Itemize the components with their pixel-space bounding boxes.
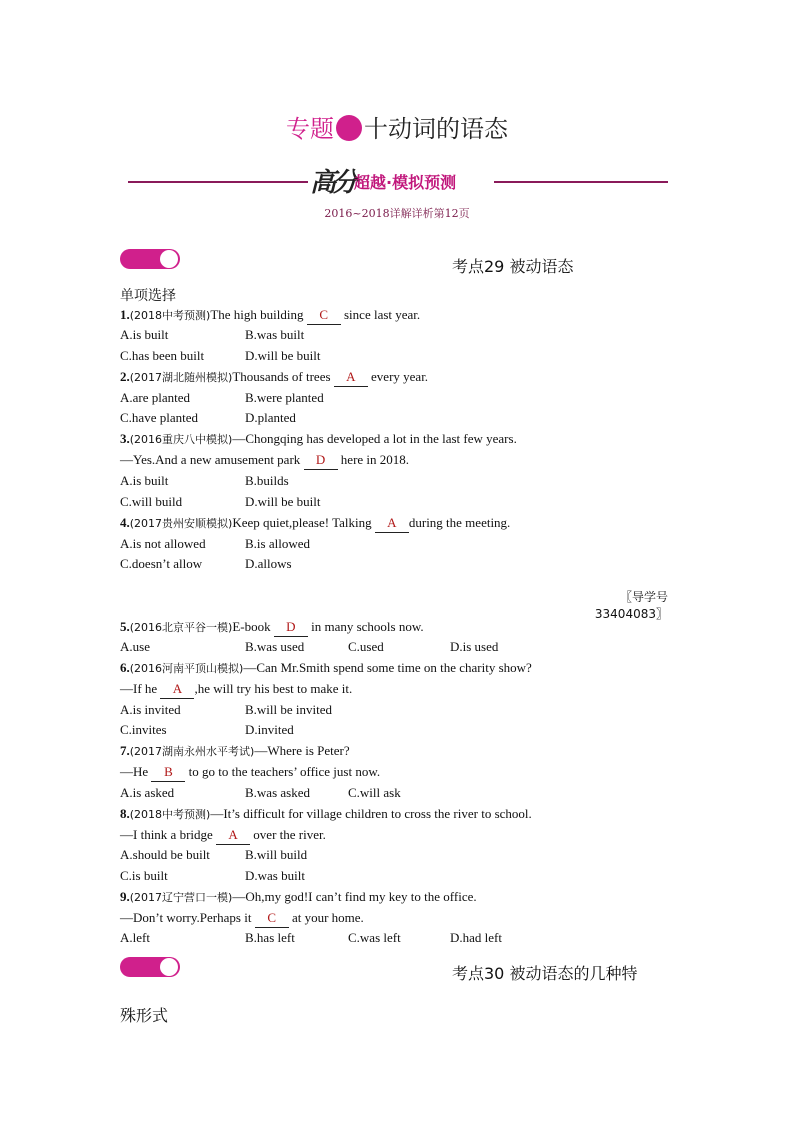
title-prefix: 专题 — [286, 115, 334, 143]
question-4 — [120, 514, 510, 533]
banner-line-left — [128, 181, 308, 183]
title-text: 十动词的语态 — [364, 115, 508, 143]
option-3-A: A.is built — [120, 473, 169, 488]
question-text: —Where is Peter? — [254, 743, 350, 758]
question-text: The high building — [210, 307, 307, 322]
question-text-after: every year. — [367, 369, 429, 384]
question-source: (2017辽宁营口一模) — [129, 891, 233, 904]
option-1-D: D.will be built — [245, 348, 321, 363]
option-5-D: D.is used — [450, 639, 499, 654]
answer-blank: C — [307, 306, 341, 325]
question-7 — [120, 742, 350, 761]
question-number: 9. — [120, 889, 130, 904]
question-source: (2016重庆八中模拟) — [129, 433, 233, 446]
question-text: Keep quiet,please! Talking — [232, 515, 375, 530]
guide-reference: 〖导学号33404083〗 — [594, 590, 668, 621]
question-text-after: during the meeting. — [408, 515, 511, 530]
subtitle: 2016~2018详解详析第12页 — [324, 207, 470, 220]
answer-blank: D — [274, 618, 308, 637]
option-2-D: D.planted — [245, 410, 296, 425]
question-text: —Don’t worry.Perhaps it — [120, 910, 255, 925]
option-2-C: C.have planted — [120, 410, 198, 425]
question-text: —He — [120, 764, 152, 779]
question-text: —Oh,my god!I can’t find my key to the office. — [232, 889, 477, 904]
question-number: 4. — [120, 515, 130, 530]
question-source: (2017湖北随州模拟) — [129, 371, 233, 384]
question-number: 8. — [120, 806, 130, 821]
option-1-A: A.is built — [120, 327, 169, 342]
option-4-A: A.is not allowed — [120, 536, 206, 551]
option-6-B: B.will be invited — [245, 702, 333, 717]
question-8-line2 — [120, 826, 326, 845]
answer-blank: A — [375, 514, 409, 533]
option-8-D: D.was built — [245, 868, 305, 883]
question-number: 3. — [120, 431, 130, 446]
question-7-line2 — [120, 763, 380, 782]
question-type-label: 单项选择 — [120, 288, 176, 304]
question-text: —Yes.And a new amusement park — [120, 452, 304, 467]
option-5-A: A.use — [120, 639, 150, 654]
section2-heading-continued: 殊形式 — [120, 1006, 169, 1025]
option-2-A: A.are planted — [120, 390, 191, 405]
question-text-after: over the river. — [250, 827, 326, 842]
answer-blank: C — [255, 909, 289, 928]
option-5-B: B.was used — [245, 639, 305, 654]
option-4-D: D.allows — [245, 556, 292, 571]
answer-blank: B — [151, 763, 185, 782]
question-text: —Chongqing has developed a lot in the last few years. — [232, 431, 517, 446]
question-text: E-book — [232, 619, 274, 634]
option-8-A: A.should be built — [120, 847, 210, 862]
question-2 — [120, 368, 428, 387]
question-number: 7. — [120, 743, 130, 758]
option-1-C: C.has been built — [120, 348, 205, 363]
option-8-B: B.will build — [245, 847, 308, 862]
option-7-A: A.is asked — [120, 785, 175, 800]
option-9-A: A.left — [120, 930, 150, 945]
question-text-after: ,he will try his best to make it. — [194, 681, 353, 696]
question-9 — [120, 888, 477, 907]
option-7-C: C.will ask — [348, 785, 401, 800]
option-2-B: B.were planted — [245, 390, 324, 405]
question-8 — [120, 805, 532, 824]
question-source: (2017湖南永州水平考试) — [129, 745, 255, 758]
question-text: —Can Mr.Smith spend some time on the charity show? — [243, 660, 532, 675]
banner-logo: 高分 — [310, 168, 355, 198]
title-dot-icon — [336, 115, 362, 141]
section2-toggle-icon — [120, 957, 180, 977]
section2-heading: 考点30 被动语态的几种特 — [452, 964, 638, 983]
question-text: —It’s difficult for village children to cross the river to school. — [210, 806, 532, 821]
question-text: —I think a bridge — [120, 827, 217, 842]
option-7-B: B.was asked — [245, 785, 310, 800]
question-text-after: to go to the teachers’ office just now. — [185, 764, 381, 779]
answer-blank: D — [304, 451, 338, 470]
answer-blank: A — [334, 368, 368, 387]
question-text-after: at your home. — [288, 910, 364, 925]
question-text-after: here in 2018. — [337, 452, 410, 467]
option-9-C: C.was left — [348, 930, 401, 945]
question-number: 2. — [120, 369, 130, 384]
question-source: (2016河南平顶山模拟) — [129, 662, 244, 675]
question-3 — [120, 430, 517, 449]
option-5-C: C.used — [348, 639, 384, 654]
option-6-C: C.invites — [120, 722, 167, 737]
question-text: —If he — [120, 681, 161, 696]
section1-heading: 考点29 被动语态 — [452, 257, 574, 276]
answer-blank: A — [160, 680, 194, 699]
question-text: Thousands of trees — [232, 369, 334, 384]
option-3-C: C.will build — [120, 494, 183, 509]
option-4-B: B.is allowed — [245, 536, 310, 551]
question-text-after: since last year. — [340, 307, 421, 322]
question-source: (2018中考预测) — [129, 309, 211, 322]
option-4-C: C.doesn’t allow — [120, 556, 203, 571]
option-8-C: C.is built — [120, 868, 168, 883]
option-9-B: B.has left — [245, 930, 295, 945]
question-source: (2016北京平谷一模) — [129, 621, 233, 634]
question-1 — [120, 306, 420, 325]
question-3-line2 — [120, 451, 409, 470]
banner-line-right — [494, 181, 668, 183]
question-source: (2018中考预测) — [129, 808, 211, 821]
section1-toggle-icon — [120, 249, 180, 269]
question-6-line2 — [120, 680, 352, 699]
option-3-D: D.will be built — [245, 494, 321, 509]
option-3-B: B.builds — [245, 473, 289, 488]
banner-text: 超越·模拟预测 — [354, 173, 457, 192]
question-6 — [120, 659, 532, 678]
question-number: 5. — [120, 619, 130, 634]
answer-blank: A — [216, 826, 250, 845]
question-number: 1. — [120, 307, 130, 322]
page-title — [0, 112, 794, 146]
option-6-D: D.invited — [245, 722, 294, 737]
question-number: 6. — [120, 660, 130, 675]
question-text-after: in many schools now. — [307, 619, 424, 634]
option-6-A: A.is invited — [120, 702, 181, 717]
banner — [128, 162, 668, 198]
question-5 — [120, 618, 424, 637]
question-9-line2 — [120, 909, 364, 928]
option-9-D: D.had left — [450, 930, 502, 945]
option-1-B: B.was built — [245, 327, 305, 342]
question-source: (2017贵州安顺模拟) — [129, 517, 233, 530]
